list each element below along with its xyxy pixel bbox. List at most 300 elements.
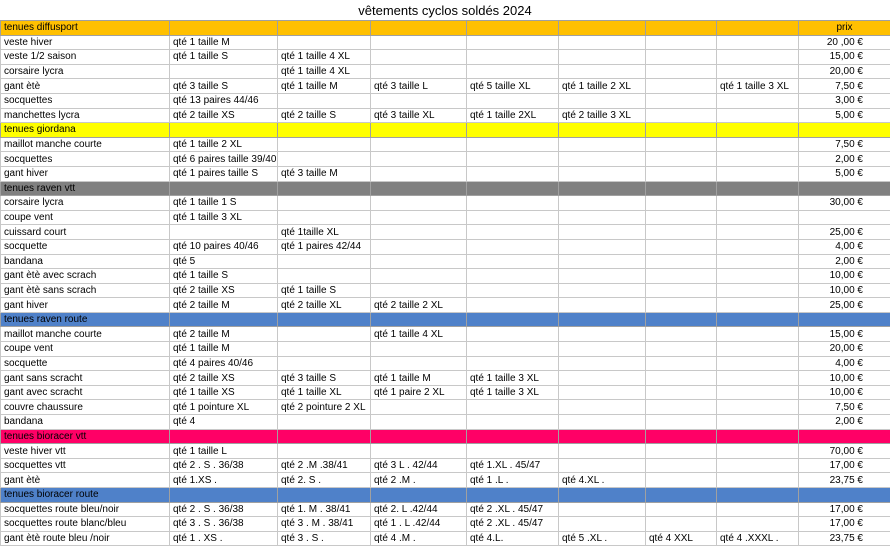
quantity-cell[interactable]: qté 4 XXL xyxy=(646,531,717,546)
quantity-cell[interactable] xyxy=(717,254,799,269)
section-cell[interactable] xyxy=(467,21,559,36)
quantity-cell[interactable] xyxy=(467,239,559,254)
quantity-cell[interactable] xyxy=(717,283,799,298)
item-name-cell[interactable]: gant ètè avec scrach xyxy=(1,269,170,284)
quantity-cell[interactable] xyxy=(278,356,371,371)
section-cell[interactable] xyxy=(170,123,278,138)
quantity-cell[interactable]: qté 2 taille 2 XL xyxy=(371,298,467,313)
quantity-cell[interactable] xyxy=(646,152,717,167)
section-label[interactable]: tenues bioracer route xyxy=(1,488,170,503)
section-cell[interactable] xyxy=(559,429,646,444)
quantity-cell[interactable] xyxy=(371,400,467,415)
quantity-cell[interactable] xyxy=(278,196,371,211)
quantity-cell[interactable] xyxy=(717,327,799,342)
item-name-cell[interactable]: gant ètè xyxy=(1,79,170,94)
item-name-cell[interactable]: veste hiver vtt xyxy=(1,444,170,459)
section-cell[interactable] xyxy=(278,21,371,36)
price-cell[interactable]: 15,00 € xyxy=(799,327,890,342)
section-label[interactable]: tenues diffusport xyxy=(1,21,170,36)
quantity-cell[interactable] xyxy=(559,458,646,473)
quantity-cell[interactable] xyxy=(559,210,646,225)
price-cell[interactable]: 23,75 € xyxy=(799,473,890,488)
quantity-cell[interactable]: qté 1taille XL xyxy=(278,225,371,240)
section-cell[interactable] xyxy=(717,181,799,196)
quantity-cell[interactable] xyxy=(467,152,559,167)
quantity-cell[interactable] xyxy=(717,50,799,65)
item-name-cell[interactable]: socquette xyxy=(1,356,170,371)
quantity-cell[interactable]: qté 1 paire 2 XL xyxy=(371,385,467,400)
quantity-cell[interactable] xyxy=(278,35,371,50)
quantity-cell[interactable] xyxy=(371,35,467,50)
quantity-cell[interactable]: qté 3 taille S xyxy=(170,79,278,94)
quantity-cell[interactable]: qté 3 L . 42/44 xyxy=(371,458,467,473)
quantity-cell[interactable] xyxy=(646,356,717,371)
quantity-cell[interactable] xyxy=(371,269,467,284)
price-cell[interactable]: 20 ,00 € xyxy=(799,35,890,50)
quantity-cell[interactable] xyxy=(467,283,559,298)
quantity-cell[interactable] xyxy=(646,196,717,211)
section-cell[interactable] xyxy=(646,429,717,444)
section-cell[interactable] xyxy=(717,123,799,138)
quantity-cell[interactable] xyxy=(371,50,467,65)
item-name-cell[interactable]: coupe vent xyxy=(1,210,170,225)
quantity-cell[interactable]: qté 5 .XL . xyxy=(559,531,646,546)
quantity-cell[interactable]: qté 1 taille M xyxy=(170,35,278,50)
item-name-cell[interactable]: cuissard court xyxy=(1,225,170,240)
quantity-cell[interactable] xyxy=(559,64,646,79)
section-cell[interactable] xyxy=(170,312,278,327)
quantity-cell[interactable] xyxy=(170,64,278,79)
quantity-cell[interactable] xyxy=(371,356,467,371)
quantity-cell[interactable]: qté 3 taille L xyxy=(371,79,467,94)
quantity-cell[interactable] xyxy=(559,502,646,517)
price-cell[interactable]: 23,75 € xyxy=(799,531,890,546)
quantity-cell[interactable] xyxy=(559,254,646,269)
quantity-cell[interactable]: qté 4.XL . xyxy=(559,473,646,488)
price-cell[interactable]: 2,00 € xyxy=(799,152,890,167)
quantity-cell[interactable] xyxy=(467,269,559,284)
quantity-cell[interactable]: qté 1 taille 4 XL xyxy=(278,64,371,79)
quantity-cell[interactable]: qté 1 taille 3 XL xyxy=(467,371,559,386)
quantity-cell[interactable]: qté 4.L. xyxy=(467,531,559,546)
quantity-cell[interactable] xyxy=(559,342,646,357)
quantity-cell[interactable] xyxy=(559,269,646,284)
item-name-cell[interactable]: corsaire lycra xyxy=(1,64,170,79)
quantity-cell[interactable]: qté 2 taille S xyxy=(278,108,371,123)
quantity-cell[interactable] xyxy=(278,415,371,430)
section-cell[interactable] xyxy=(278,488,371,503)
quantity-cell[interactable] xyxy=(646,254,717,269)
price-header-cell[interactable] xyxy=(799,181,890,196)
quantity-cell[interactable] xyxy=(717,152,799,167)
quantity-cell[interactable]: qté 5 xyxy=(170,254,278,269)
quantity-cell[interactable] xyxy=(559,400,646,415)
price-cell[interactable]: 10,00 € xyxy=(799,385,890,400)
quantity-cell[interactable] xyxy=(646,79,717,94)
item-name-cell[interactable]: socquettes route blanc/bleu xyxy=(1,517,170,532)
section-cell[interactable] xyxy=(371,21,467,36)
quantity-cell[interactable] xyxy=(646,415,717,430)
quantity-cell[interactable] xyxy=(371,342,467,357)
quantity-cell[interactable] xyxy=(717,517,799,532)
quantity-cell[interactable]: qté 1 taille S xyxy=(170,269,278,284)
quantity-cell[interactable] xyxy=(559,298,646,313)
item-name-cell[interactable]: socquettes xyxy=(1,152,170,167)
quantity-cell[interactable] xyxy=(717,298,799,313)
quantity-cell[interactable] xyxy=(559,444,646,459)
item-name-cell[interactable]: gant hiver xyxy=(1,166,170,181)
quantity-cell[interactable] xyxy=(371,225,467,240)
quantity-cell[interactable] xyxy=(467,210,559,225)
quantity-cell[interactable]: qté 1 taille XS xyxy=(170,385,278,400)
price-cell[interactable] xyxy=(799,210,890,225)
section-cell[interactable] xyxy=(371,429,467,444)
section-cell[interactable] xyxy=(467,312,559,327)
quantity-cell[interactable]: qté 10 paires 40/46 xyxy=(170,239,278,254)
quantity-cell[interactable] xyxy=(717,137,799,152)
item-name-cell[interactable]: veste 1/2 saison xyxy=(1,50,170,65)
quantity-cell[interactable] xyxy=(467,356,559,371)
section-cell[interactable] xyxy=(717,312,799,327)
price-cell[interactable]: 17,00 € xyxy=(799,502,890,517)
quantity-cell[interactable]: qté 4 xyxy=(170,415,278,430)
quantity-cell[interactable]: qté 2. S . xyxy=(278,473,371,488)
quantity-cell[interactable]: qté 2 . S . 36/38 xyxy=(170,458,278,473)
quantity-cell[interactable]: qté 1 taille M xyxy=(371,371,467,386)
quantity-cell[interactable] xyxy=(717,210,799,225)
quantity-cell[interactable] xyxy=(717,64,799,79)
quantity-cell[interactable]: qté 3 . S . 36/38 xyxy=(170,517,278,532)
quantity-cell[interactable] xyxy=(371,93,467,108)
price-cell[interactable]: 7,50 € xyxy=(799,137,890,152)
quantity-cell[interactable]: qté 3 taille M xyxy=(278,166,371,181)
item-name-cell[interactable]: bandana xyxy=(1,254,170,269)
quantity-cell[interactable] xyxy=(559,196,646,211)
section-cell[interactable] xyxy=(278,123,371,138)
quantity-cell[interactable] xyxy=(278,152,371,167)
price-header-cell[interactable] xyxy=(799,429,890,444)
quantity-cell[interactable] xyxy=(646,50,717,65)
section-cell[interactable] xyxy=(646,181,717,196)
quantity-cell[interactable]: qté 1 taille 2 XL xyxy=(170,137,278,152)
quantity-cell[interactable] xyxy=(467,342,559,357)
quantity-cell[interactable]: qté 1 taille M xyxy=(170,342,278,357)
section-cell[interactable] xyxy=(467,429,559,444)
quantity-cell[interactable]: qté 1 . XS . xyxy=(170,531,278,546)
section-cell[interactable] xyxy=(559,21,646,36)
quantity-cell[interactable] xyxy=(646,342,717,357)
price-cell[interactable]: 3,00 € xyxy=(799,93,890,108)
quantity-cell[interactable]: qté 2 .M .38/41 xyxy=(278,458,371,473)
quantity-cell[interactable] xyxy=(646,444,717,459)
section-cell[interactable] xyxy=(170,181,278,196)
section-label[interactable]: tenues raven route xyxy=(1,312,170,327)
quantity-cell[interactable] xyxy=(646,210,717,225)
quantity-cell[interactable] xyxy=(646,298,717,313)
quantity-cell[interactable] xyxy=(559,35,646,50)
price-cell[interactable]: 70,00 € xyxy=(799,444,890,459)
item-name-cell[interactable]: gant ètè sans scrach xyxy=(1,283,170,298)
section-cell[interactable] xyxy=(467,123,559,138)
quantity-cell[interactable] xyxy=(646,458,717,473)
item-name-cell[interactable]: gant sans scracht xyxy=(1,371,170,386)
item-name-cell[interactable]: socquettes route bleu/noir xyxy=(1,502,170,517)
quantity-cell[interactable] xyxy=(646,64,717,79)
section-label[interactable]: tenues giordana xyxy=(1,123,170,138)
item-name-cell[interactable]: socquettes vtt xyxy=(1,458,170,473)
item-name-cell[interactable]: manchettes lycra xyxy=(1,108,170,123)
quantity-cell[interactable]: qté 1 taille 4 XL xyxy=(371,327,467,342)
quantity-cell[interactable] xyxy=(371,196,467,211)
section-cell[interactable] xyxy=(646,21,717,36)
section-label[interactable]: tenues raven vtt xyxy=(1,181,170,196)
quantity-cell[interactable] xyxy=(278,93,371,108)
quantity-cell[interactable]: qté 3 . M . 38/41 xyxy=(278,517,371,532)
quantity-cell[interactable] xyxy=(467,298,559,313)
quantity-cell[interactable] xyxy=(717,458,799,473)
price-cell[interactable]: 17,00 € xyxy=(799,517,890,532)
section-cell[interactable] xyxy=(717,21,799,36)
quantity-cell[interactable] xyxy=(646,283,717,298)
quantity-cell[interactable]: qté 1 . L .42/44 xyxy=(371,517,467,532)
quantity-cell[interactable] xyxy=(646,502,717,517)
item-name-cell[interactable]: socquettes xyxy=(1,93,170,108)
quantity-cell[interactable] xyxy=(467,196,559,211)
quantity-cell[interactable]: qté 13 paires 44/46 xyxy=(170,93,278,108)
quantity-cell[interactable]: qté 2 .XL . 45/47 xyxy=(467,517,559,532)
quantity-cell[interactable] xyxy=(717,356,799,371)
price-cell[interactable]: 20,00 € xyxy=(799,64,890,79)
quantity-cell[interactable] xyxy=(278,269,371,284)
quantity-cell[interactable] xyxy=(646,108,717,123)
quantity-cell[interactable]: qté 1.XS . xyxy=(170,473,278,488)
quantity-cell[interactable] xyxy=(371,254,467,269)
price-header-cell[interactable] xyxy=(799,488,890,503)
section-cell[interactable] xyxy=(559,123,646,138)
quantity-cell[interactable] xyxy=(717,196,799,211)
quantity-cell[interactable]: qté 2 .M . xyxy=(371,473,467,488)
price-cell[interactable]: 17,00 € xyxy=(799,458,890,473)
quantity-cell[interactable] xyxy=(278,254,371,269)
quantity-cell[interactable] xyxy=(371,239,467,254)
quantity-cell[interactable]: qté 1 paires taille S xyxy=(170,166,278,181)
price-cell[interactable]: 4,00 € xyxy=(799,356,890,371)
quantity-cell[interactable] xyxy=(717,400,799,415)
price-cell[interactable]: 5,00 € xyxy=(799,166,890,181)
quantity-cell[interactable]: qté 3 taille S xyxy=(278,371,371,386)
quantity-cell[interactable] xyxy=(467,444,559,459)
price-cell[interactable]: 10,00 € xyxy=(799,371,890,386)
quantity-cell[interactable] xyxy=(467,35,559,50)
quantity-cell[interactable] xyxy=(717,108,799,123)
quantity-cell[interactable] xyxy=(559,152,646,167)
quantity-cell[interactable] xyxy=(717,35,799,50)
quantity-cell[interactable]: qté 2 taille M xyxy=(170,298,278,313)
quantity-cell[interactable] xyxy=(467,137,559,152)
item-name-cell[interactable]: gant hiver xyxy=(1,298,170,313)
section-cell[interactable] xyxy=(559,488,646,503)
quantity-cell[interactable] xyxy=(717,239,799,254)
quantity-cell[interactable] xyxy=(646,385,717,400)
quantity-cell[interactable]: qté 4 paires 40/46 xyxy=(170,356,278,371)
quantity-cell[interactable] xyxy=(559,283,646,298)
price-cell[interactable]: 10,00 € xyxy=(799,269,890,284)
quantity-cell[interactable] xyxy=(467,400,559,415)
quantity-cell[interactable]: qté 3 taille XL xyxy=(371,108,467,123)
quantity-cell[interactable] xyxy=(717,502,799,517)
quantity-cell[interactable] xyxy=(646,225,717,240)
section-cell[interactable] xyxy=(467,181,559,196)
price-cell[interactable]: 5,00 € xyxy=(799,108,890,123)
quantity-cell[interactable] xyxy=(559,50,646,65)
section-cell[interactable] xyxy=(559,181,646,196)
section-cell[interactable] xyxy=(559,312,646,327)
price-header-cell[interactable] xyxy=(799,123,890,138)
quantity-cell[interactable] xyxy=(559,371,646,386)
quantity-cell[interactable] xyxy=(717,225,799,240)
quantity-cell[interactable] xyxy=(467,93,559,108)
price-cell[interactable]: 7,50 € xyxy=(799,400,890,415)
quantity-cell[interactable] xyxy=(717,342,799,357)
quantity-cell[interactable]: qté 2 taille XS xyxy=(170,108,278,123)
quantity-cell[interactable]: qté 2 taille 3 XL xyxy=(559,108,646,123)
quantity-cell[interactable]: qté 3 . S . xyxy=(278,531,371,546)
quantity-cell[interactable]: qté 2 pointure 2 XL xyxy=(278,400,371,415)
price-header-cell[interactable]: prix xyxy=(799,21,890,36)
section-cell[interactable] xyxy=(646,488,717,503)
quantity-cell[interactable] xyxy=(559,166,646,181)
quantity-cell[interactable] xyxy=(559,517,646,532)
price-cell[interactable]: 30,00 € xyxy=(799,196,890,211)
quantity-cell[interactable] xyxy=(717,444,799,459)
quantity-cell[interactable] xyxy=(646,473,717,488)
section-cell[interactable] xyxy=(717,488,799,503)
quantity-cell[interactable] xyxy=(371,152,467,167)
section-cell[interactable] xyxy=(371,181,467,196)
quantity-cell[interactable]: qté 5 taille XL xyxy=(467,79,559,94)
quantity-cell[interactable] xyxy=(559,385,646,400)
quantity-cell[interactable] xyxy=(559,225,646,240)
quantity-cell[interactable]: qté 1 taille 1 S xyxy=(170,196,278,211)
section-cell[interactable] xyxy=(371,312,467,327)
quantity-cell[interactable] xyxy=(278,137,371,152)
quantity-cell[interactable] xyxy=(371,64,467,79)
price-cell[interactable]: 4,00 € xyxy=(799,239,890,254)
quantity-cell[interactable] xyxy=(646,400,717,415)
section-cell[interactable] xyxy=(170,488,278,503)
price-cell[interactable]: 25,00 € xyxy=(799,298,890,313)
item-name-cell[interactable]: gant ètè route bleu /noir xyxy=(1,531,170,546)
quantity-cell[interactable]: qté 1. M . 38/41 xyxy=(278,502,371,517)
quantity-cell[interactable]: qté 2 taille XS xyxy=(170,283,278,298)
item-name-cell[interactable]: gant ètè xyxy=(1,473,170,488)
quantity-cell[interactable] xyxy=(467,166,559,181)
quantity-cell[interactable] xyxy=(717,269,799,284)
quantity-cell[interactable] xyxy=(646,239,717,254)
quantity-cell[interactable] xyxy=(371,283,467,298)
quantity-cell[interactable] xyxy=(278,210,371,225)
quantity-cell[interactable] xyxy=(646,35,717,50)
price-cell[interactable]: 2,00 € xyxy=(799,415,890,430)
quantity-cell[interactable]: qté 1 taille L xyxy=(170,444,278,459)
section-cell[interactable] xyxy=(170,429,278,444)
quantity-cell[interactable] xyxy=(467,50,559,65)
quantity-cell[interactable] xyxy=(559,137,646,152)
quantity-cell[interactable] xyxy=(278,342,371,357)
quantity-cell[interactable] xyxy=(717,415,799,430)
quantity-cell[interactable] xyxy=(559,327,646,342)
quantity-cell[interactable] xyxy=(646,93,717,108)
quantity-cell[interactable] xyxy=(467,415,559,430)
section-cell[interactable] xyxy=(170,21,278,36)
quantity-cell[interactable] xyxy=(717,93,799,108)
quantity-cell[interactable] xyxy=(717,385,799,400)
quantity-cell[interactable]: qté 1 taille 2XL xyxy=(467,108,559,123)
quantity-cell[interactable]: qté 1 pointure XL xyxy=(170,400,278,415)
quantity-cell[interactable]: qté 1 taille 3 XL xyxy=(170,210,278,225)
quantity-cell[interactable] xyxy=(371,137,467,152)
quantity-cell[interactable] xyxy=(646,371,717,386)
quantity-cell[interactable] xyxy=(559,93,646,108)
quantity-cell[interactable] xyxy=(646,517,717,532)
quantity-cell[interactable] xyxy=(559,356,646,371)
quantity-cell[interactable] xyxy=(717,166,799,181)
section-cell[interactable] xyxy=(278,312,371,327)
quantity-cell[interactable] xyxy=(371,444,467,459)
quantity-cell[interactable]: qté 1 taille 2 XL xyxy=(559,79,646,94)
quantity-cell[interactable]: qté 1.XL . 45/47 xyxy=(467,458,559,473)
quantity-cell[interactable]: qté 2. L .42/44 xyxy=(371,502,467,517)
section-cell[interactable] xyxy=(646,312,717,327)
quantity-cell[interactable] xyxy=(371,166,467,181)
quantity-cell[interactable] xyxy=(371,210,467,225)
price-header-cell[interactable] xyxy=(799,312,890,327)
section-cell[interactable] xyxy=(646,123,717,138)
quantity-cell[interactable]: qté 1 taille XL xyxy=(278,385,371,400)
quantity-cell[interactable] xyxy=(646,137,717,152)
item-name-cell[interactable]: corsaire lycra xyxy=(1,196,170,211)
section-cell[interactable] xyxy=(467,488,559,503)
item-name-cell[interactable]: veste hiver xyxy=(1,35,170,50)
quantity-cell[interactable]: qté 1 paires 42/44 xyxy=(278,239,371,254)
quantity-cell[interactable]: qté 1 taille M xyxy=(278,79,371,94)
quantity-cell[interactable] xyxy=(717,473,799,488)
quantity-cell[interactable] xyxy=(646,166,717,181)
quantity-cell[interactable]: qté 1 taille 3 XL xyxy=(717,79,799,94)
quantity-cell[interactable] xyxy=(717,371,799,386)
section-cell[interactable] xyxy=(371,123,467,138)
item-name-cell[interactable]: gant avec scracht xyxy=(1,385,170,400)
section-cell[interactable] xyxy=(371,488,467,503)
quantity-cell[interactable]: qté 2 taille XL xyxy=(278,298,371,313)
quantity-cell[interactable]: qté 1 taille 3 XL xyxy=(467,385,559,400)
item-name-cell[interactable]: coupe vent xyxy=(1,342,170,357)
price-cell[interactable]: 15,00 € xyxy=(799,50,890,65)
quantity-cell[interactable] xyxy=(646,327,717,342)
item-name-cell[interactable]: couvre chaussure xyxy=(1,400,170,415)
price-cell[interactable]: 20,00 € xyxy=(799,342,890,357)
item-name-cell[interactable]: maillot manche courte xyxy=(1,137,170,152)
quantity-cell[interactable] xyxy=(559,239,646,254)
item-name-cell[interactable]: socquette xyxy=(1,239,170,254)
quantity-cell[interactable]: qté 2 taille M xyxy=(170,327,278,342)
quantity-cell[interactable] xyxy=(278,444,371,459)
quantity-cell[interactable]: qté 6 paires taille 39/40 xyxy=(170,152,278,167)
section-label[interactable]: tenues bioracer vtt xyxy=(1,429,170,444)
price-cell[interactable]: 7,50 € xyxy=(799,79,890,94)
price-cell[interactable]: 25,00 € xyxy=(799,225,890,240)
section-cell[interactable] xyxy=(278,429,371,444)
